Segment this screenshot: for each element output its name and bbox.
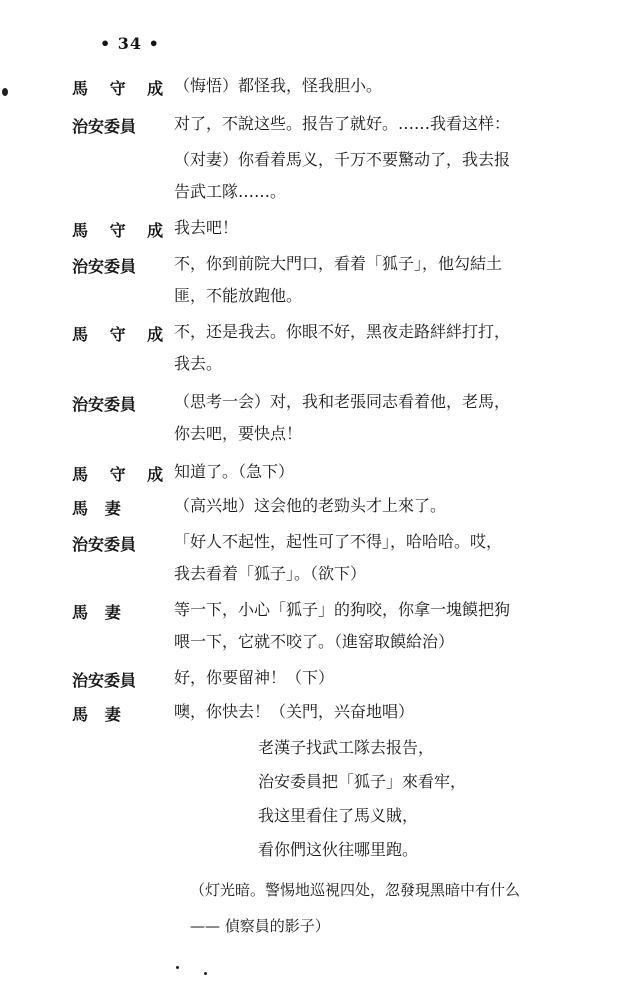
dialogue-line: 对了，不說这些。报告了就好。……我看这样：: [174, 114, 511, 133]
dialogue-line: 我去。: [174, 354, 223, 373]
speaker-name: 馬 守 成: [72, 325, 172, 344]
song-verse: 看你們这伙往哪里跑。: [258, 840, 419, 859]
speaker-name: 馬 守 成: [72, 221, 172, 240]
song-verse: 老漢子找武工隊去报告，: [258, 738, 435, 757]
speaker-name: 治安委員: [72, 671, 137, 690]
page-number: • 34 •: [100, 34, 160, 53]
dialogue-line: （对妻）你看着馬义，千万不要驚动了，我去报: [174, 150, 511, 169]
speaker-name: 治安委員: [72, 117, 137, 136]
speaker-name: 治安委員: [72, 535, 137, 554]
speaker-name: 馬 妻: [72, 499, 121, 518]
dialogue-line: 喂一下，它就不咬了。（進窑取饃給治）: [174, 632, 455, 651]
speaker-name: 治安委員: [72, 257, 137, 276]
dialogue-line: 我去看着「狐子」。（欲下）: [174, 564, 367, 583]
dialogue-line: 告武工隊……。: [174, 182, 287, 201]
speaker-name: 治安委員: [72, 395, 137, 414]
dialogue-line: 不，你到前院大門口，看着「狐子」，他勾結土: [174, 254, 503, 273]
dialogue-line: 匪，不能放跑他。: [174, 286, 303, 305]
speaker-name: 馬 妻: [72, 705, 121, 724]
dialogue-line: （高兴地）这会他的老勁头才上來了。: [174, 496, 447, 515]
song-verse: 我这里看住了馬义賊，: [258, 806, 419, 825]
dialogue-line: 知道了。（急下）: [174, 462, 295, 481]
dialogue-line: 不，还是我去。你眼不好，黑夜走路絆絆打打，: [174, 322, 511, 341]
dialogue-line: 你去吧，要快点！: [174, 424, 303, 443]
speaker-name: 馬 妻: [72, 603, 121, 622]
scan-speck: [204, 972, 207, 975]
dialogue-line: 「好人不起性，起性可了不得」，哈哈哈。哎，: [174, 532, 503, 551]
dialogue-line: （悔悟）都怪我，怪我胆小。: [174, 76, 383, 95]
dialogue-line: 等一下，小心「狐子」的狗咬，你拿一塊饃把狗: [174, 600, 511, 619]
dialogue-line: 噢，你快去！（关門，兴奋地唱）: [174, 702, 415, 721]
scan-speck: [2, 88, 8, 96]
dialogue-line: 我去吧！: [174, 218, 239, 237]
stage-direction: （灯光暗。警惕地巡視四处，忽發現黑暗中有什么: [190, 881, 521, 899]
scan-speck: [176, 966, 179, 969]
speaker-name: 馬 守 成: [72, 465, 172, 484]
stage-direction: —— 偵察員的影子）: [190, 917, 330, 935]
dialogue-line: 好，你要留神！（下）: [174, 668, 335, 687]
dialogue-line: （思考一会）对，我和老張同志看着他，老馬，: [174, 392, 511, 411]
song-verse: 治安委員把「狐子」來看牢，: [258, 772, 467, 791]
speaker-name: 馬 守 成: [72, 79, 172, 98]
